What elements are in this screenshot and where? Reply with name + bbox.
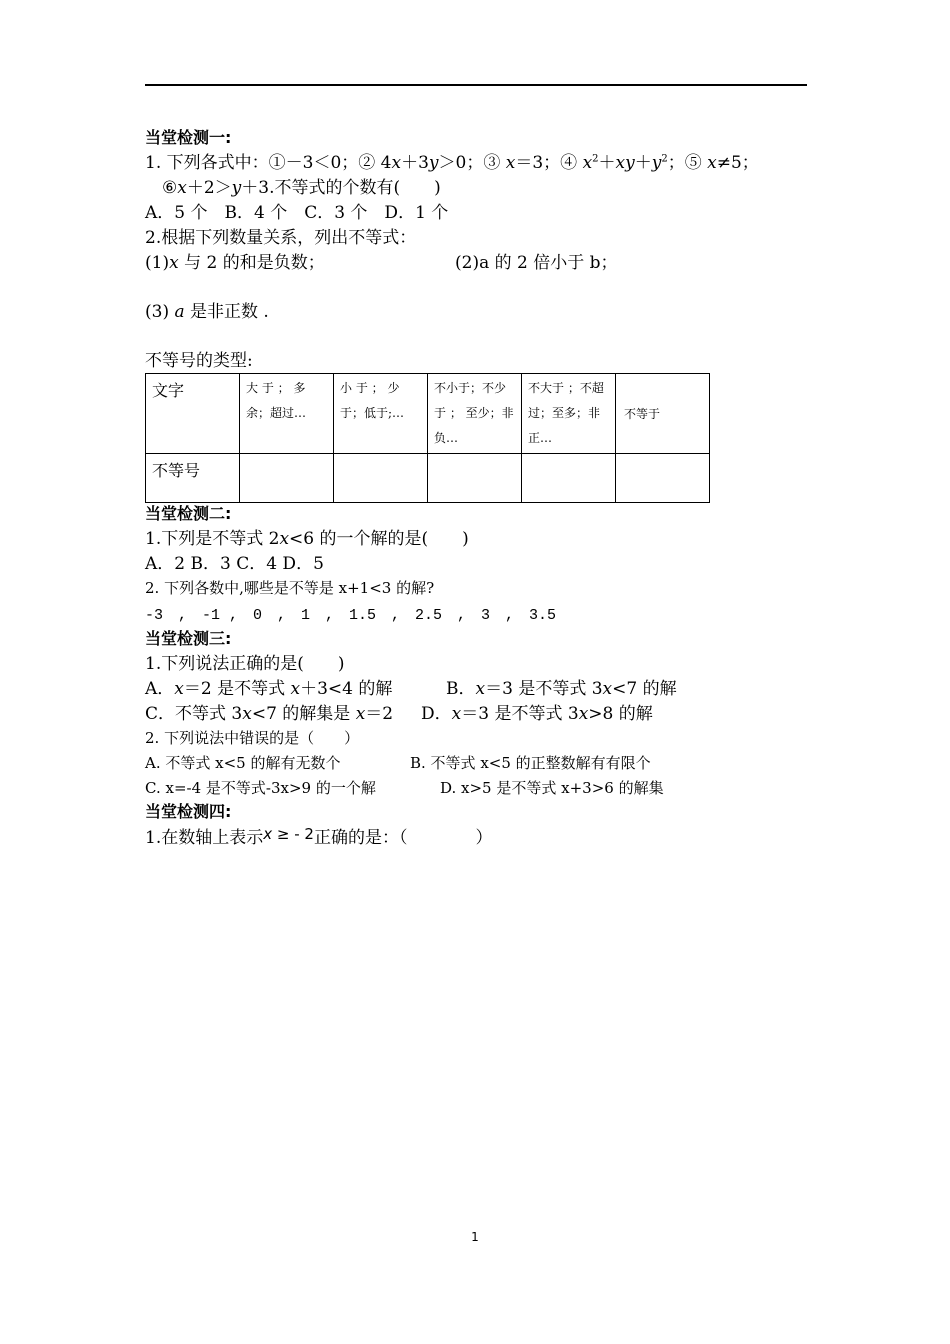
table-caption: 不等号的类型: <box>145 351 253 371</box>
table-row-label-symbol: 不等号 <box>146 454 240 503</box>
s2-q2: 2. 下列各数中,哪些是不等是 x+1<3 的解? <box>145 579 435 597</box>
s3-q1-option-d: D．x＝3 是不等式 3x>8 的解 <box>421 704 653 724</box>
s1-q1-line1: 1. 下列各式中：①－3＜0；② 4x＋3y＞0；③ x＝3；④ $x^2+xy+y^2$；⑤ x≠5； <box>145 153 759 173</box>
s1-q2-part1: (1)x 与 2 的和是负数； <box>145 253 325 273</box>
s3-q2: 2. 下列说法中错误的是（ ） <box>145 729 360 747</box>
table-cell-empty <box>616 454 710 503</box>
s1-q1-options: A．5 个 B．4 个 C．3 个 D．1 个 <box>145 203 449 223</box>
s1-q1-line2: ⑥x＋2＞y＋3.不等式的个数有( ) <box>162 178 441 198</box>
table-row <box>146 454 710 503</box>
s1-q2-stem: 2.根据下列数量关系，列出不等式： <box>145 228 417 248</box>
table-cell-empty <box>522 454 616 503</box>
table-cell-empty <box>428 454 522 503</box>
table-cell-empty <box>334 454 428 503</box>
section2-heading: 当堂检测二: <box>145 504 232 523</box>
s3-q2-option-c: C. x=-4 是不等式-3x>9 的一个解 <box>145 779 376 797</box>
s4-q1: 1.在数轴上表示x ≥ - 2正确的是：（ ） <box>145 825 493 848</box>
s2-number-list: -3 , -1 , 0 , 1 , 1.5 , 2.5 , 3 , 3.5 <box>145 607 557 624</box>
table-cell-not-greater: 不大于 ；不超过；至多；非正… <box>522 374 616 454</box>
section3-heading: 当堂检测三: <box>145 629 232 648</box>
s2-q1: 1.下列是不等式 2x<6 的一个解的是( ) <box>145 529 469 549</box>
s1-q2-part3: (3) a 是非正数 . <box>145 302 269 322</box>
s3-q1-option-a: A．x＝2 是不等式 x＋3<4 的解 <box>145 679 393 699</box>
table-cell-not-equal: 不等于 <box>616 374 710 454</box>
table-cell-not-less: 不小于；不少 于 ； 至少；非负… <box>428 374 522 454</box>
page-number: 1 <box>471 1230 479 1244</box>
section1-heading: 当堂检测一: <box>145 128 232 147</box>
s2-q1-options: A．2 B．3 C．4 D．5 <box>145 554 324 574</box>
table-cell-empty <box>240 454 334 503</box>
header-rule <box>145 84 807 86</box>
table-row <box>146 374 710 454</box>
inequality-formula: x ≥ - 2 <box>263 825 314 843</box>
s3-q2-option-d: D. x>5 是不等式 x+3>6 的解集 <box>440 779 664 797</box>
s1-q2-part2: (2)a 的 2 倍小于 b； <box>455 253 618 273</box>
s3-q2-option-a: A. 不等式 x<5 的解有无数个 <box>145 754 341 772</box>
table-row-label-text: 文字 <box>146 374 240 454</box>
s3-q1: 1.下列说法正确的是( ) <box>145 654 345 674</box>
table-cell-less: 小 于 ； 少于；低于;… <box>334 374 428 454</box>
section4-heading: 当堂检测四: <box>145 802 232 821</box>
inequality-types-table <box>145 373 710 503</box>
s3-q1-option-b: B．x＝3 是不等式 3x<7 的解 <box>446 679 677 699</box>
s3-q2-option-b: B. 不等式 x<5 的正整数解有有限个 <box>410 754 651 772</box>
s3-q1-option-c: C．不等式 3x<7 的解集是 x＝2 <box>145 704 394 724</box>
table-cell-greater: 大 于 ； 多余；超过… <box>240 374 334 454</box>
